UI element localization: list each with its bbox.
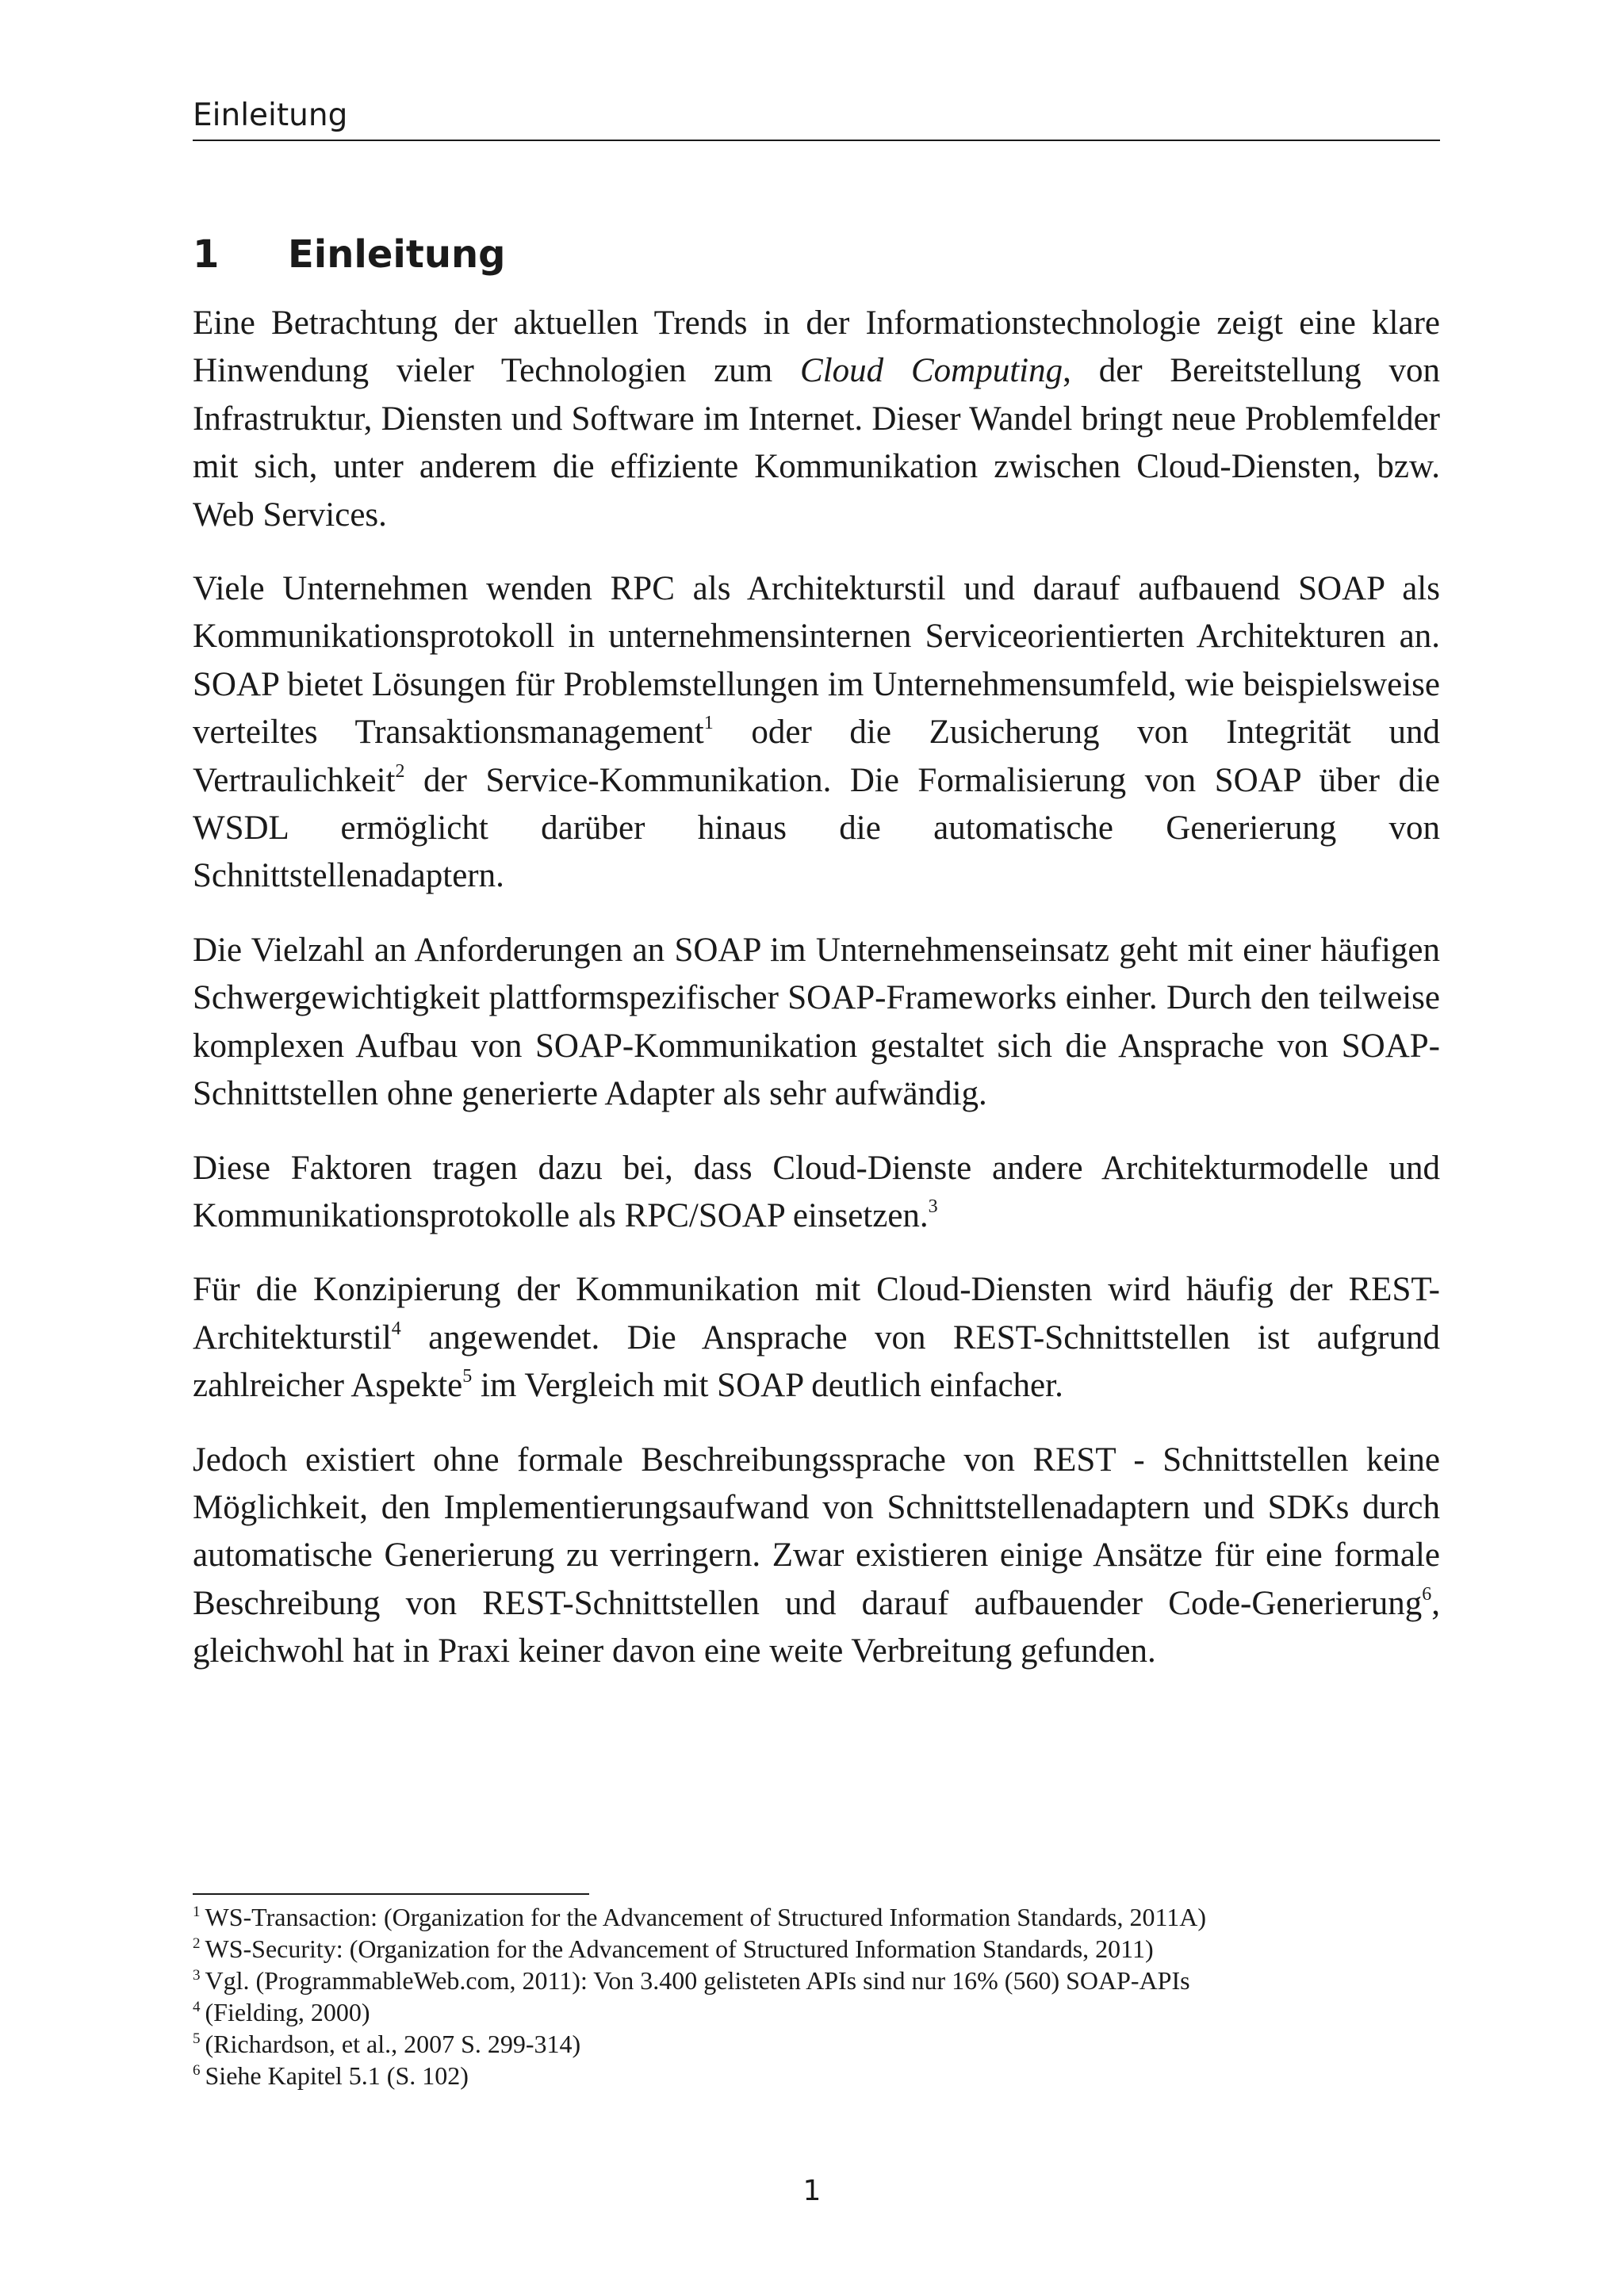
footnote-ref[interactable]: 6 xyxy=(1422,1583,1432,1605)
paragraph xyxy=(193,1266,1440,1410)
paragraph-text: Für die Konzipierung der Kommunikation mit Cloud-Diensten wird häufig der REST-Architekturstil xyxy=(193,1271,1440,1357)
footnote xyxy=(193,1965,1440,1996)
paragraph-text: Jedoch existiert ohne formale Beschreibungssprache von REST - Schnittstellen keine Möglichkeit, den Implementierungsaufwand von Schnittstellenadaptern und SDKs durch automatische Generierung zu verringern. Zwar existieren einige Ansätze für eine formale Beschreibung von REST-Schnittstellen und darauf aufbauender Code-Generierung xyxy=(193,1441,1440,1622)
footnote-mark: 6 xyxy=(193,2062,201,2079)
footnote-separator xyxy=(193,1893,589,1895)
footnote-ref[interactable]: 4 xyxy=(391,1318,401,1339)
paragraph-text: Eine Betrachtung der aktuellen Trends in der Informationstechnologie zeigt eine klare Hinwendung vieler Technologien zum xyxy=(193,304,1440,390)
footnote-text: Vgl. (ProgrammableWeb.com, 2011): Von 3.400 gelisteten APIs sind nur 16% (560) SOAP-APIs xyxy=(205,1966,1190,1995)
paragraph-text: Diese Faktoren tragen dazu bei, dass Cloud-Dienste andere Architekturmodelle und Kommunikationsprotokolle als RPC/SOAP einsetzen. xyxy=(193,1149,1440,1234)
paragraph-text: Die Vielzahl an Anforderungen an SOAP im Unternehmenseinsatz geht mit einer häufigen Schwergewichtigkeit plattformspezifischer SOAP-Frameworks einher. Durch den teilweise komplexen Aufbau von SOAP-Kommunikation gestaltet sich die Ansprache von SOAP-Schnittstellen ohne generierte Adapter als sehr aufwändig. xyxy=(193,931,1440,1113)
footnote xyxy=(193,1933,1440,1965)
footnote-ref[interactable]: 1 xyxy=(703,713,714,734)
footnotes xyxy=(193,1901,1440,2091)
footnote xyxy=(193,2028,1440,2060)
paragraph-text: oder die Zusicherung von Integrität und Vertraulichkeit xyxy=(193,714,1440,799)
footnote-text: (Richardson, et al., 2007 S. 299-314) xyxy=(205,2030,581,2058)
paragraph xyxy=(193,1145,1440,1241)
footnote-mark: 3 xyxy=(193,1967,201,1984)
footnote-mark: 5 xyxy=(193,2030,201,2047)
footnote-text: WS-Transaction: (Organization for the Advancement of Structured Information Standards, 2011A) xyxy=(205,1903,1207,1931)
paragraph xyxy=(193,1437,1440,1676)
footnote-text: Siehe Kapitel 5.1 (S. 102) xyxy=(205,2061,469,2090)
paragraph xyxy=(193,300,1440,539)
footnote-mark: 2 xyxy=(193,1935,201,1952)
emphasis-text: Cloud Computing xyxy=(800,352,1063,390)
running-header: Einleitung xyxy=(193,94,1440,141)
chapter-number: 1 xyxy=(193,232,220,277)
chapter-heading xyxy=(193,230,506,279)
paragraph-text: angewendet. Die Ansprache von REST-Schnittstellen ist aufgrund zahlreicher Aspekte xyxy=(193,1318,1440,1405)
footnote-ref[interactable]: 2 xyxy=(395,760,405,782)
footnote xyxy=(193,2060,1440,2091)
footnote-text: (Fielding, 2000) xyxy=(205,1998,370,2026)
paragraph-text: der Service-Kommunikation. Die Formalisierung von SOAP über die WSDL ermöglicht darüber hinaus die automatische Generierung von Schnittstellenadaptern. xyxy=(193,761,1440,895)
paragraph-text: , gleichwohl hat in Praxi keiner davon eine weite Verbreitung gefunden. xyxy=(193,1584,1440,1670)
body-text xyxy=(193,300,1440,1702)
footnote xyxy=(193,1901,1440,1933)
footnote xyxy=(193,1996,1440,2028)
paragraph-text: im Vergleich mit SOAP deutlich einfacher. xyxy=(472,1367,1063,1405)
paragraph-text: Viele Unternehmen wenden RPC als Architekturstil und darauf aufbauend SOAP als Kommunikationsprotokoll in unternehmensinternen Serviceorientierten Architekturen an. SOAP bietet Lösungen für Problemstellungen im Unternehmensumfeld, wie beispielsweise verteiltes Transaktionsmanagement xyxy=(193,570,1440,752)
chapter-title: Einleitung xyxy=(288,232,506,277)
paragraph xyxy=(193,565,1440,901)
footnote-ref[interactable]: 5 xyxy=(462,1366,473,1387)
paragraph-text: , der Bereitstellung von Infrastruktur, Diensten und Software im Internet. Dieser Wandel bringt neue Problemfelder mit sich, unter anderem die effiziente Kommunikation zwischen Cloud-Diensten, bzw. Web Services. xyxy=(193,352,1440,534)
footnote-mark: 4 xyxy=(193,1999,201,2015)
page-number: 1 xyxy=(802,2175,822,2207)
footnote-ref[interactable]: 3 xyxy=(928,1196,938,1217)
footnote-mark: 1 xyxy=(193,1904,201,1920)
footnote-text: WS-Security: (Organization for the Advancement of Structured Information Standards, 2011) xyxy=(205,1934,1154,1963)
paragraph xyxy=(193,927,1440,1119)
